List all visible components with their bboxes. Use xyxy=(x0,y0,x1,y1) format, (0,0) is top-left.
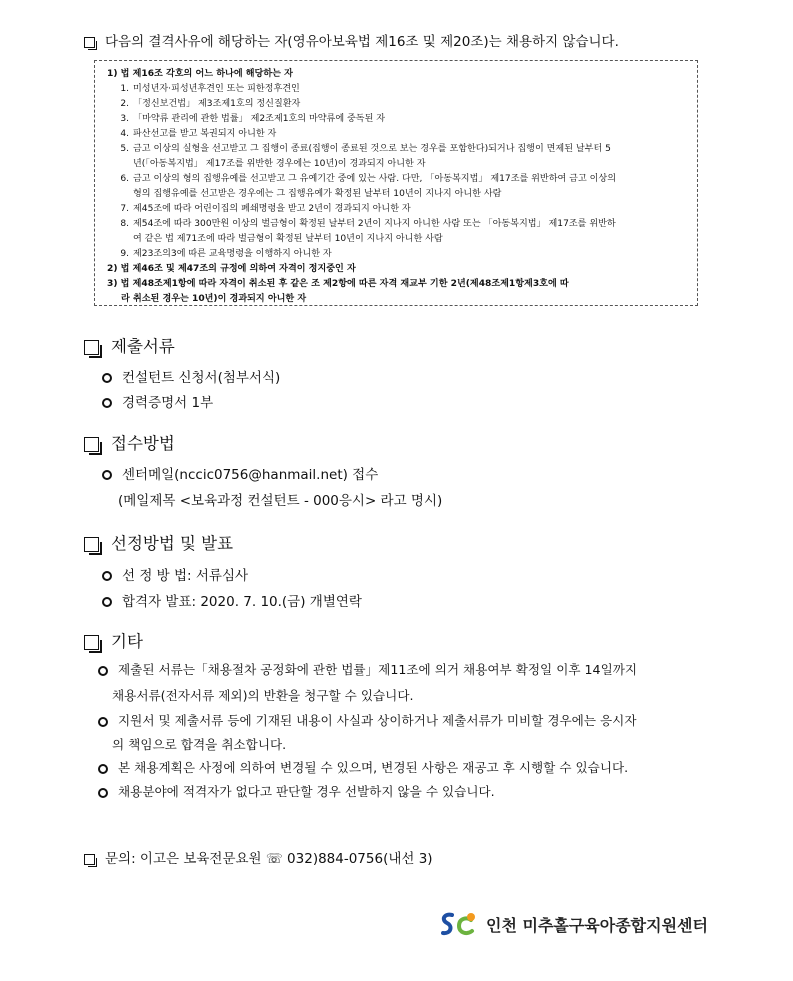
list-item-text: 선 정 방 법: 서류심사 xyxy=(122,568,249,584)
list-item xyxy=(102,366,280,386)
section-title-application xyxy=(84,430,175,454)
disqualification-item xyxy=(107,142,689,157)
list-item-text: 합격자 발표: 2020. 7. 10.(금) 개별연락 xyxy=(122,594,362,610)
organization-logo xyxy=(438,909,708,939)
item-text: 제54조에 따라 300만원 이상의 벌금형이 확정된 날부터 2년이 지나지 아니한 사람 또는 「아동복지법」 제17조를 위반하 xyxy=(133,219,616,229)
contact-line xyxy=(84,847,433,867)
item-number: 6. xyxy=(120,174,129,184)
disqualification-item xyxy=(107,202,689,217)
list-item-text: 컨설턴트 신청서(첨부서식) xyxy=(122,370,281,386)
disqualification-list xyxy=(107,82,689,262)
disqualification-item xyxy=(107,172,689,187)
organization-name: 인천 미추홀구육아종합지원센터 xyxy=(486,915,708,935)
list-item xyxy=(98,659,637,678)
list-item xyxy=(98,710,637,729)
circle-bullet-icon xyxy=(102,470,112,480)
organization-logo-icon xyxy=(438,909,478,939)
list-item xyxy=(102,590,362,610)
section-title-text: 접수방법 xyxy=(111,434,175,453)
disqualification-heading-2: 2) 법 제46조 및 제47조의 규정에 의하여 자격이 정지중인 자 xyxy=(107,264,356,274)
circle-bullet-icon xyxy=(98,788,108,798)
list-item-text: 본 채용계획은 사정에 의하여 변경될 수 있으며, 변경된 사항은 재공고 후 시행할 수 있습니다. xyxy=(118,760,629,775)
item-number: 8. xyxy=(120,219,129,229)
list-item xyxy=(98,757,628,776)
section-title-text: 기타 xyxy=(111,632,143,651)
disqualification-item xyxy=(107,112,689,127)
square-bullet-icon xyxy=(84,537,99,552)
list-item-continuation: 채용서류(전자서류 제외)의 반환을 청구할 수 있습니다. xyxy=(112,688,414,703)
item-text: 제23조의3에 따른 교육명령을 이행하지 아니한 자 xyxy=(133,249,332,259)
list-item-text: 센터메일(nccic0756@hanmail.net) 접수 xyxy=(122,467,379,483)
list-item-text: 제출된 서류는「채용절차 공정화에 관한 법률」제11조에 의거 채용여부 확정일 이후 14일까지 xyxy=(118,662,638,677)
section-title-documents xyxy=(84,333,175,357)
item-number: 9. xyxy=(120,249,129,259)
circle-bullet-icon xyxy=(102,571,112,581)
item-text: 금고 이상의 형의 집행유예를 선고받고 그 유예기간 중에 있는 사람. 다만, 「아동복지법」 제17조를 위반하여 금고 이상의 xyxy=(133,174,616,184)
square-bullet-icon xyxy=(84,635,99,650)
square-bullet-icon xyxy=(84,437,99,452)
list-item xyxy=(98,781,495,800)
item-text: 금고 이상의 실형을 선고받고 그 집행이 종료(집행이 종료된 것으로 보는 경우를 포함한다)되거나 집행이 면제된 날부터 5 xyxy=(133,144,611,154)
circle-bullet-icon xyxy=(98,764,108,774)
square-bullet-icon xyxy=(84,340,99,355)
item-number: 2. xyxy=(120,99,129,109)
section-title-selection xyxy=(84,530,233,554)
item-text: 파산선고를 받고 복권되지 아니한 자 xyxy=(133,129,277,139)
item-number: 3. xyxy=(120,114,129,124)
circle-bullet-icon xyxy=(98,717,108,727)
circle-bullet-icon xyxy=(102,597,112,607)
item-text: 제45조에 따라 어린이집의 폐쇄명령을 받고 2년이 경과되지 아니한 자 xyxy=(133,204,411,214)
disqualification-item xyxy=(107,82,689,97)
disqualification-item xyxy=(107,247,689,262)
list-item xyxy=(102,391,213,411)
disqualification-item xyxy=(107,97,689,112)
section-title-text: 선정방법 및 발표 xyxy=(111,534,234,553)
disqualification-item-continuation: 형의 집행유예를 선고받은 경우에는 그 집행유예가 확정된 날부터 10년이 지나지 아니한 사람 xyxy=(133,189,502,199)
intro-text: 다음의 결격사유에 해당하는 자(영유아보육법 제16조 및 제20조)는 채용하지 않습니다. xyxy=(105,34,619,50)
item-number: 4. xyxy=(120,129,129,139)
disqualification-item xyxy=(107,217,689,232)
item-text: 「마약류 관리에 관한 법률」 제2조제1호의 마약류에 중독된 자 xyxy=(133,114,386,124)
disqualification-heading-1: 1) 법 제16조 각호의 어느 하나에 해당하는 자 xyxy=(107,69,293,79)
item-number: 1. xyxy=(120,84,129,94)
list-item-text: 경력증명서 1부 xyxy=(122,395,214,411)
item-text: 「정신보건법」 제3조제1호의 정신질환자 xyxy=(133,99,301,109)
item-number: 7. xyxy=(120,204,129,214)
section-title-text: 제출서류 xyxy=(111,337,175,356)
disqualification-item xyxy=(107,127,689,142)
contact-text: 문의: 이고은 보육전문요원 ☏ 032)884-0756(내선 3) xyxy=(105,851,433,867)
disqualification-heading-3-cont: 라 취소된 경우는 10년)이 경과되지 아니한 자 xyxy=(121,294,307,304)
list-item xyxy=(102,463,378,483)
circle-bullet-icon xyxy=(102,373,112,383)
square-bullet-icon xyxy=(84,854,95,865)
disqualification-item-continuation: 년(「아동복지법」 제17조를 위반한 경우에는 10년)이 경과되지 아니한 자 xyxy=(133,159,426,169)
square-bullet-icon xyxy=(84,37,95,48)
disqualification-heading-3: 3) 법 제48조제1항에 따라 자격이 취소된 후 같은 조 제2항에 따른 자격 재교부 기한 2년(제48조제1항제3호에 따 xyxy=(107,279,569,289)
list-item-text: 지원서 및 제출서류 등에 기재된 내용이 사실과 상이하거나 제출서류가 미비할 경우에는 응시자 xyxy=(118,713,637,728)
application-note: (메일제목 <보육과정 컨설턴트 - 000응시> 라고 명시) xyxy=(118,493,443,509)
intro-line xyxy=(84,30,619,50)
disqualification-box xyxy=(94,60,698,306)
item-text: 미성년자·피성년후견인 또는 피한정후견인 xyxy=(133,84,300,94)
list-item-text: 채용분야에 적격자가 없다고 판단할 경우 선발하지 않을 수 있습니다. xyxy=(118,784,495,799)
list-item xyxy=(102,564,248,584)
section-title-etc xyxy=(84,628,143,652)
list-item-continuation: 의 책임으로 합격을 취소합니다. xyxy=(112,737,287,752)
item-number: 5. xyxy=(120,144,129,154)
disqualification-item-continuation: 여 같은 법 제71조에 따라 벌금형이 확정된 날부터 10년이 지나지 아니한 사람 xyxy=(133,234,443,244)
circle-bullet-icon xyxy=(102,398,112,408)
circle-bullet-icon xyxy=(98,666,108,676)
